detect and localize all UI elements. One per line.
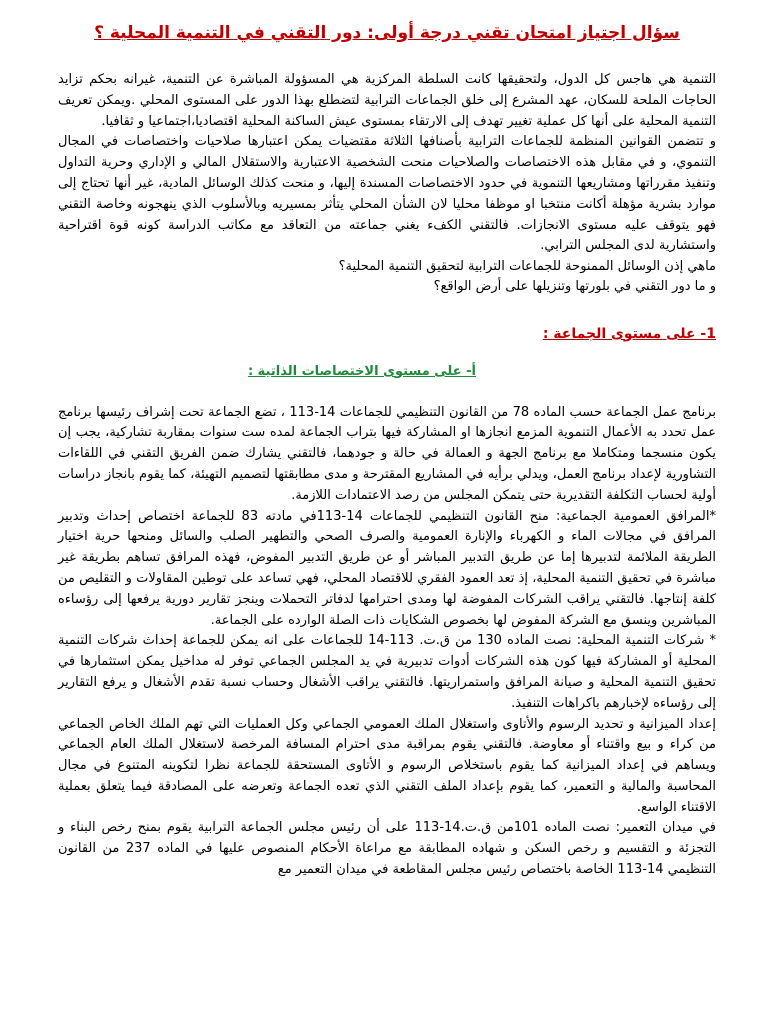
intro-section: [58, 70, 716, 297]
body-section: [58, 403, 716, 881]
section-heading: 1- على مستوى الجماعة :: [542, 325, 716, 342]
body-paragraph: إعداد الميزانية و تحديد الرسوم والأتاوى واستغلال الملك العمومي الجماعي وكل العمليات التي تهم الملك الخاص الجماعي من كراء و بيع واقتناء أو معاوضة. فالتقني يقوم بمراقبة مدى احترام المسافة المرخصة لاستغلال الملك العام الجماعي ويساهم في إعداد الميزانية كما يقوم باستخلاص الرسوم و الأتاوى المستحقة للجماعة نظرا لتكوينه المتنوع في مجال المحاسبة والمالية و التعمير، كما يقوم بإعداد الملف التقني الذي تعده الجماعة وتعرضه على المصادقة فيما يتعلق بعملية الاقتناء الواسع.: [58, 716, 716, 815]
intro-paragraph: التنمية هي هاجس كل الدول، ولتحقيقها كانت السلطة المركزية هي المسؤولة المباشرة عن التنمية، غيرانه بحكم تزايد الحاجات الملحة للسكان، عهد المشرع إلى خلق الجماعات الترابية لتضطلع بهذا الدور على المستوى المحلي .ويمكن تعريف التنمية المحلية على أنها كل عملية تغيير تهدف إلى الارتقاء بمستوى عيش الساكنة المحلية اقتصاديا،اجتماعيا و ثقافيا.: [58, 72, 716, 129]
body-paragraph: *المرافق العمومية الجماعية: منح القانون التنظيمي للجماعات 14-113في مادته 83 للجماعة اختصاص إحداث وتدبير المرافق في مجالات الماء و الكهرباء والإنارة العمومية والصرف الصحي والتطهير الصلب والسائل ومنحها حرية اختيار الطريقة الملائمة لتدبيرها إما عن طريق التدبير المباشر أو عن طريق التدبير المفوض، فهذه المرافق تساهم بطريقة غير مباشرة في تحقيق التنمية المحلية، إذ تعد العمود الفقري للاقتصاد المحلي، فهي تساعد على توطين المقاولات و التقليص من كلفة إنتاجها. فالتقني يراقب الشركات المفوضة لها ومدى احترامها لدفاتر التحملات وينجز تقارير دورية يرفعها إلى رؤساءه المباشرين وينسق مع الشركة المفوض لها بخصوص الشكايات ذات الصلة الوارده على الجماعة.: [58, 508, 716, 628]
document-title: سؤال اجتياز امتحان تقني درجة أولى: دور التقني في التنمية المحلية ؟: [94, 23, 680, 43]
intro-paragraph: و تتضمن القوانين المنظمة للجماعات الترابية بأصنافها الثلاثة مقتضيات يمكن اعتبارها صلاحيات واختصاصات في المجال التنموي، و في مقابل هذه الاختصاصات والصلاحيات منحت الشخصية الاعتبارية والاستقلال المالي و الإداري وحرية التداول وتنفيذ مقرراتها ومشاريعها التنموية في حدود الاختصاصات المسندة إليها، و منحت كذلك الوسائل المادية، غير أنها تحتاج إلى موارد بشرية مؤهلة أكانت منتخبا او موظفا محليا لان الشأن المحلي يتأثر بمسيريه وبالأسلوب الذي ينهجونه وخاصة التقني فهو يتوقف عليه مستوى الانجازات. فالتقني الكفء يغني جماعته من التعاقد مع مكاتب الدراسة كونه قوة اقتراحية واستشارية لدى المجلس الترابي.: [58, 134, 716, 254]
body-paragraph: برنامج عمل الجماعة حسب الماده 78 من القانون التنظيمي للجماعات 14-113 ، تضع الجماعة تحت إشراف رئيسها برنامج عمل تحدد به الأعمال التنموية المزمع انجازها او المشاركة فيها بتراب الجماعة لمده ست سنوات بمقاربة تشاركية، يجب إن يكون منسجما ومتكاملا مع برنامج الجهة و العمالة في حالة و جودهما، فالتقني يشارك ضمن الفريق التقني في اللقاءات التشاورية لإعداد برنامج العمل، ويدلي برأيه في المشاريع المقترحة و مدى مطابقتها لتصميم التهيئة، كما يقوم بانجاز دراسات أولية لحساب التكلفة التقديرية حتى يتمكن المجلس من رصد الاعتمادات اللازمة.: [58, 404, 716, 503]
question-line: ماهي إذن الوسائل الممنوحة للجماعات الترابية لتحقيق التنمية المحلية؟: [338, 259, 716, 275]
body-paragraph: * شركات التنمية المحلية: نصت الماده 130 من ق.ت. 113-14 للجماعات على انه يمكن للجماعة إحداث شركات التنمية المحلية أو المشاركة فيها كون هذه الشركات أدوات تدبيرية في يد المجلس الجماعي توفر له مداخيل يمكن استثمارها في تحقيق التنمية المحلية و صيانة المرافق واستمراريتها. فالتقني يراقب الأشغال وحساب نسبة تقدم الأشغال و يرفع التقارير إلى رؤساءه لإخبارهم باكراهات التنفيذ.: [58, 633, 716, 711]
body-paragraph: في ميدان التعمير: نصت الماده 101من ق.ت.14-113 على أن رئيس مجلس الجماعة الترابية يقوم بمنح رخص البناء و التجزئة و التقسيم و رخص السكن و شهاده المطابقة مع مراعاة الأحكام المنصوص عليها في الماده 237 من القانون التنظيمي 14-113 الخاصة باختصاص رئيس مجلس المقاطعة في ميدان التعمير مع: [58, 820, 716, 878]
subsection-heading: أ- على مستوى الاختصاصات الذاتية :: [247, 363, 476, 379]
question-line: و ما دور التقني في بلورتها وتنزيلها على أرض الواقع؟: [433, 279, 716, 295]
